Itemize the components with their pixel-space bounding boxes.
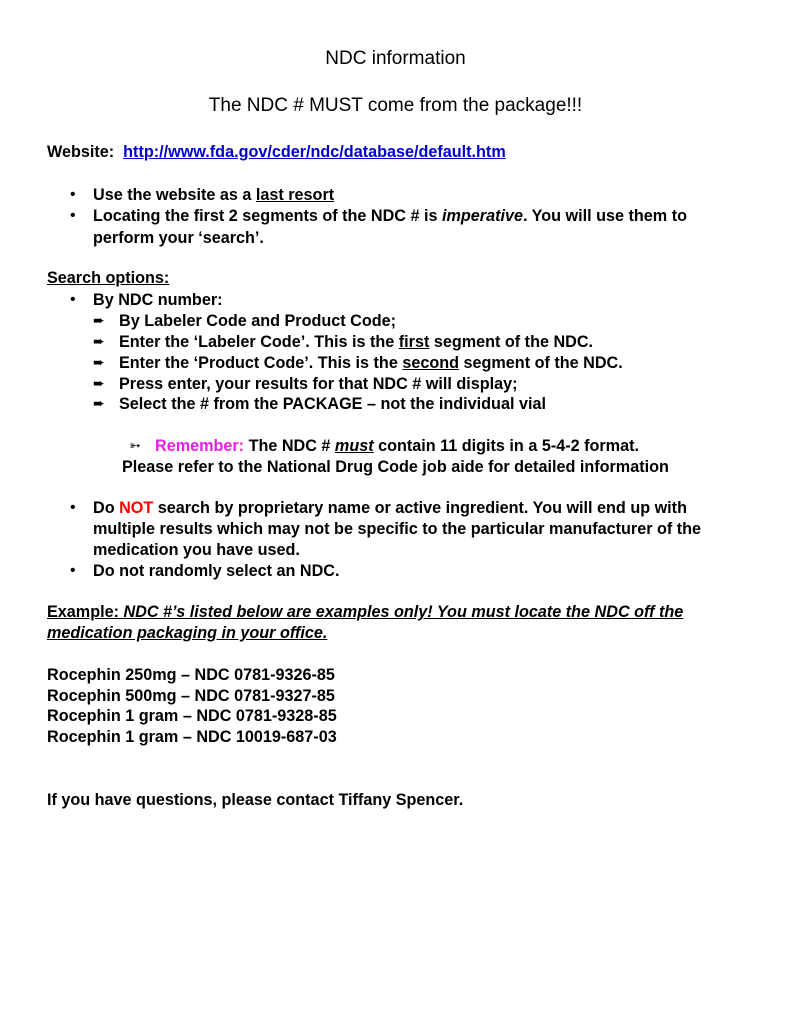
emphasis-text: second: [402, 354, 460, 372]
remember-note-continued: Please refer to the National Drug Code job aide for detailed information: [122, 458, 669, 476]
bullet-icon: •: [70, 186, 76, 203]
step-item: [119, 332, 593, 352]
list-item: By NDC number:: [93, 291, 223, 309]
list-item: [93, 206, 687, 226]
page-title: NDC information: [325, 48, 466, 69]
double-arrow-icon: ➳: [129, 438, 141, 454]
bullet-icon: •: [70, 291, 76, 308]
page-subtitle: The NDC # MUST come from the package!!!: [208, 95, 583, 116]
step-item: [119, 353, 623, 373]
website-label: Website:: [47, 143, 115, 161]
step-item: Press enter, your results for that NDC # will display;: [119, 375, 518, 393]
text: The NDC #: [244, 437, 335, 455]
text: Do: [93, 499, 120, 517]
text: Use the website as a: [93, 186, 256, 204]
list-item: [93, 185, 334, 205]
right-arrow-icon: ➨: [93, 376, 105, 392]
text: segment of the NDC.: [459, 354, 623, 372]
website-line: [47, 142, 506, 162]
bullet-icon: •: [70, 562, 76, 579]
right-arrow-icon: ➨: [93, 396, 105, 412]
text: Enter the ‘Labeler Code’. This is the: [119, 333, 399, 351]
example-label: Example:: [47, 603, 119, 621]
bullet-icon: •: [70, 207, 76, 224]
product-line: Rocephin 1 gram – NDC 10019-687-03: [47, 728, 337, 746]
right-arrow-icon: ➨: [93, 334, 105, 350]
example-line: [47, 602, 683, 622]
example-text: medication packaging in your office.: [47, 624, 328, 642]
search-options-heading: Search options:: [47, 269, 170, 287]
product-line: Rocephin 500mg – NDC 0781-9327-85: [47, 687, 335, 705]
list-item: [93, 498, 687, 518]
right-arrow-icon: ➨: [93, 313, 105, 329]
text: search by proprietary name or active ingredient. You will end up with: [153, 499, 687, 517]
emphasis-text: first: [398, 333, 430, 351]
text: . You will use them to: [522, 207, 687, 225]
step-item: By Labeler Code and Product Code;: [119, 312, 397, 330]
list-item-continued: perform your ‘search’.: [93, 229, 264, 247]
text: segment of the NDC.: [429, 333, 594, 351]
emphasis-text: last resort: [255, 186, 335, 204]
right-arrow-icon: ➨: [93, 355, 105, 371]
step-item: Select the # from the PACKAGE – not the individual vial: [119, 395, 546, 413]
list-item-continued: medication you have used.: [93, 541, 300, 559]
example-text: NDC #’s listed below are examples only! You must locate the NDC off the: [118, 603, 684, 621]
contact-line: If you have questions, please contact Tiffany Spencer.: [47, 791, 464, 809]
example-line-continued: [47, 623, 327, 643]
list-item: Do not randomly select an NDC.: [93, 562, 340, 580]
list-item-continued: multiple results which may not be specific to the particular manufacturer of the: [93, 520, 702, 538]
warning-text: NOT: [119, 499, 154, 517]
product-line: Rocephin 250mg – NDC 0781-9326-85: [47, 666, 335, 684]
remember-label: Remember:: [155, 437, 245, 455]
emphasis-text: must: [334, 437, 374, 455]
text: Enter the ‘Product Code’. This is the: [119, 354, 403, 372]
website-link[interactable]: http://www.fda.gov/cder/ndc/database/default.htm: [123, 143, 506, 161]
bullet-icon: •: [70, 499, 76, 516]
remember-note: [155, 436, 639, 456]
text: contain 11 digits in a 5-4-2 format.: [373, 437, 639, 455]
product-line: Rocephin 1 gram – NDC 0781-9328-85: [47, 707, 337, 725]
emphasis-text: imperative: [442, 207, 523, 225]
text: Locating the first 2 segments of the NDC # is: [93, 207, 442, 225]
